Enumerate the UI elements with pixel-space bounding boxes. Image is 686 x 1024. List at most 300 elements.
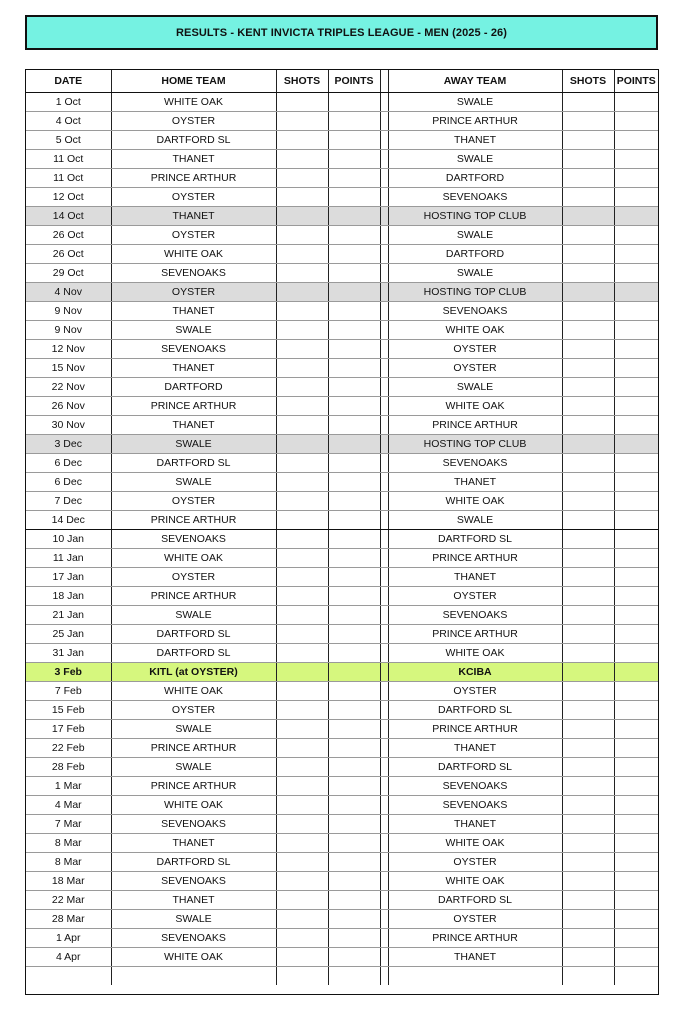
fixture-date: 11 Oct xyxy=(26,169,111,188)
away-shots-cell[interactable] xyxy=(562,226,614,245)
away-shots-cell[interactable] xyxy=(562,435,614,454)
away-points-cell[interactable] xyxy=(614,435,658,454)
column-divider xyxy=(380,682,388,701)
away-points-cell[interactable] xyxy=(614,853,658,872)
away-points-cell[interactable] xyxy=(614,606,658,625)
away-points-cell[interactable] xyxy=(614,302,658,321)
home-shots-cell[interactable] xyxy=(276,891,328,910)
home-shots-cell[interactable] xyxy=(276,321,328,340)
home-shots-cell[interactable] xyxy=(276,245,328,264)
away-shots-cell[interactable] xyxy=(562,549,614,568)
fixture-row xyxy=(26,777,658,796)
home-team-cell: WHITE OAK xyxy=(111,245,276,264)
fixture-date: 4 Apr xyxy=(26,948,111,967)
home-points-cell[interactable] xyxy=(328,682,380,701)
away-points-cell[interactable] xyxy=(614,701,658,720)
fixture-row xyxy=(26,283,658,302)
home-team-cell: SEVENOAKS xyxy=(111,530,276,549)
home-points-cell[interactable] xyxy=(328,720,380,739)
home-shots-cell[interactable] xyxy=(276,416,328,435)
away-shots-cell[interactable] xyxy=(562,872,614,891)
home-shots-cell[interactable] xyxy=(276,435,328,454)
away-shots-cell[interactable] xyxy=(562,701,614,720)
column-divider xyxy=(380,701,388,720)
home-points-cell[interactable] xyxy=(328,492,380,511)
away-points-cell[interactable] xyxy=(614,530,658,549)
home-shots-cell[interactable] xyxy=(276,758,328,777)
away-shots-cell[interactable] xyxy=(562,492,614,511)
column-divider xyxy=(380,929,388,948)
away-shots-cell[interactable] xyxy=(562,948,614,967)
away-team-cell: SEVENOAKS xyxy=(388,777,562,796)
away-team-cell: PRINCE ARTHUR xyxy=(388,416,562,435)
fixture-date: 1 Mar xyxy=(26,777,111,796)
fixture-row xyxy=(26,587,658,606)
home-shots-cell[interactable] xyxy=(276,340,328,359)
away-team-cell: SWALE xyxy=(388,511,562,530)
fixture-date: 31 Jan xyxy=(26,644,111,663)
home-team-cell: THANET xyxy=(111,834,276,853)
home-team-cell: DARTFORD SL xyxy=(111,625,276,644)
home-shots-cell[interactable] xyxy=(276,530,328,549)
away-points-cell[interactable] xyxy=(614,340,658,359)
away-points-cell[interactable] xyxy=(614,283,658,302)
away-team-cell: KCIBA xyxy=(388,663,562,682)
home-points-cell[interactable] xyxy=(328,511,380,530)
away-points-cell[interactable] xyxy=(614,93,658,112)
empty-row xyxy=(26,967,658,986)
fixture-date: 15 Feb xyxy=(26,701,111,720)
away-points-cell[interactable] xyxy=(614,397,658,416)
away-shots-cell[interactable] xyxy=(562,739,614,758)
away-team-cell: PRINCE ARTHUR xyxy=(388,929,562,948)
home-shots-cell[interactable] xyxy=(276,207,328,226)
home-shots-cell[interactable] xyxy=(276,549,328,568)
fixture-date: 14 Dec xyxy=(26,511,111,530)
away-shots-cell[interactable] xyxy=(562,853,614,872)
away-shots-cell[interactable] xyxy=(562,454,614,473)
away-points-header: POINTS xyxy=(614,70,658,93)
home-points-cell[interactable] xyxy=(328,302,380,321)
fixture-date: 18 Jan xyxy=(26,587,111,606)
home-shots-cell[interactable] xyxy=(276,454,328,473)
away-points-cell[interactable] xyxy=(614,131,658,150)
home-team-cell: SWALE xyxy=(111,910,276,929)
empty-cell xyxy=(26,967,111,986)
home-shots-cell[interactable] xyxy=(276,169,328,188)
home-points-cell[interactable] xyxy=(328,834,380,853)
away-shots-cell[interactable] xyxy=(562,891,614,910)
home-shots-cell[interactable] xyxy=(276,606,328,625)
fixture-row xyxy=(26,682,658,701)
away-points-cell[interactable] xyxy=(614,226,658,245)
empty-cell xyxy=(562,967,614,986)
home-shots-cell[interactable] xyxy=(276,492,328,511)
fixture-date: 6 Dec xyxy=(26,473,111,492)
home-shots-cell[interactable] xyxy=(276,511,328,530)
away-shots-cell[interactable] xyxy=(562,416,614,435)
fixture-row xyxy=(26,93,658,112)
home-points-cell[interactable] xyxy=(328,150,380,169)
fixture-date: 30 Nov xyxy=(26,416,111,435)
fixture-row xyxy=(26,188,658,207)
away-shots-cell[interactable] xyxy=(562,720,614,739)
home-points-cell[interactable] xyxy=(328,644,380,663)
fixture-date: 29 Oct xyxy=(26,264,111,283)
away-points-cell[interactable] xyxy=(614,929,658,948)
fixture-row xyxy=(26,454,658,473)
fixture-row xyxy=(26,663,658,682)
home-points-cell[interactable] xyxy=(328,397,380,416)
home-shots-cell[interactable] xyxy=(276,739,328,758)
home-points-cell[interactable] xyxy=(328,359,380,378)
fixture-row xyxy=(26,112,658,131)
home-shots-cell[interactable] xyxy=(276,644,328,663)
column-divider xyxy=(380,302,388,321)
away-shots-cell[interactable] xyxy=(562,568,614,587)
home-team-cell: OYSTER xyxy=(111,492,276,511)
home-points-cell[interactable] xyxy=(328,245,380,264)
fixture-date: 9 Nov xyxy=(26,321,111,340)
away-team-cell: DARTFORD SL xyxy=(388,758,562,777)
home-shots-cell[interactable] xyxy=(276,701,328,720)
home-shots-cell[interactable] xyxy=(276,910,328,929)
fixture-row xyxy=(26,948,658,967)
fixture-row xyxy=(26,834,658,853)
home-team-cell: THANET xyxy=(111,359,276,378)
away-points-cell[interactable] xyxy=(614,625,658,644)
away-shots-cell[interactable] xyxy=(562,359,614,378)
fixture-date: 5 Oct xyxy=(26,131,111,150)
home-shots-cell[interactable] xyxy=(276,948,328,967)
home-team-cell: DARTFORD SL xyxy=(111,454,276,473)
home-shots-cell[interactable] xyxy=(276,872,328,891)
fixture-date: 4 Oct xyxy=(26,112,111,131)
away-points-cell[interactable] xyxy=(614,112,658,131)
away-points-cell[interactable] xyxy=(614,682,658,701)
fixture-row xyxy=(26,435,658,454)
home-points-cell[interactable] xyxy=(328,340,380,359)
away-shots-cell[interactable] xyxy=(562,340,614,359)
home-shots-cell[interactable] xyxy=(276,302,328,321)
home-points-cell[interactable] xyxy=(328,93,380,112)
home-team-cell: WHITE OAK xyxy=(111,682,276,701)
away-points-cell[interactable] xyxy=(614,777,658,796)
fixture-date: 28 Feb xyxy=(26,758,111,777)
home-points-cell[interactable] xyxy=(328,929,380,948)
away-points-cell[interactable] xyxy=(614,207,658,226)
away-team-cell: SWALE xyxy=(388,378,562,397)
away-shots-cell[interactable] xyxy=(562,378,614,397)
away-shots-cell[interactable] xyxy=(562,682,614,701)
header-row xyxy=(26,70,658,93)
column-divider xyxy=(380,492,388,511)
away-shots-cell[interactable] xyxy=(562,264,614,283)
fixture-row xyxy=(26,416,658,435)
away-points-cell[interactable] xyxy=(614,587,658,606)
home-team-cell: OYSTER xyxy=(111,226,276,245)
home-shots-cell[interactable] xyxy=(276,853,328,872)
away-points-cell[interactable] xyxy=(614,720,658,739)
away-shots-cell[interactable] xyxy=(562,511,614,530)
away-points-cell[interactable] xyxy=(614,473,658,492)
fixture-date: 26 Oct xyxy=(26,245,111,264)
away-points-cell[interactable] xyxy=(614,169,658,188)
home-team-cell: THANET xyxy=(111,416,276,435)
away-points-cell[interactable] xyxy=(614,948,658,967)
away-points-cell[interactable] xyxy=(614,739,658,758)
away-points-cell[interactable] xyxy=(614,549,658,568)
home-shots-cell[interactable] xyxy=(276,397,328,416)
column-divider xyxy=(380,777,388,796)
away-shots-cell[interactable] xyxy=(562,530,614,549)
fixtures-sheet xyxy=(25,69,659,995)
home-shots-cell[interactable] xyxy=(276,796,328,815)
home-shots-cell[interactable] xyxy=(276,112,328,131)
away-points-cell[interactable] xyxy=(614,264,658,283)
home-points-cell[interactable] xyxy=(328,701,380,720)
home-team-cell: SWALE xyxy=(111,758,276,777)
home-team-cell: OYSTER xyxy=(111,112,276,131)
fixture-row xyxy=(26,701,658,720)
away-shots-cell[interactable] xyxy=(562,644,614,663)
away-shots-cell[interactable] xyxy=(562,169,614,188)
home-team-cell: THANET xyxy=(111,207,276,226)
home-team-cell: SEVENOAKS xyxy=(111,340,276,359)
away-shots-cell[interactable] xyxy=(562,796,614,815)
home-points-cell[interactable] xyxy=(328,910,380,929)
home-team-cell: PRINCE ARTHUR xyxy=(111,587,276,606)
away-team-cell: DARTFORD SL xyxy=(388,530,562,549)
away-shots-cell[interactable] xyxy=(562,93,614,112)
home-team-cell: WHITE OAK xyxy=(111,796,276,815)
away-shots-cell[interactable] xyxy=(562,131,614,150)
away-team-cell: THANET xyxy=(388,815,562,834)
fixture-date: 3 Feb xyxy=(26,663,111,682)
away-team-cell: OYSTER xyxy=(388,910,562,929)
column-divider xyxy=(380,359,388,378)
away-team-cell: OYSTER xyxy=(388,340,562,359)
column-divider xyxy=(380,397,388,416)
empty-cell xyxy=(111,967,276,986)
away-shots-cell[interactable] xyxy=(562,625,614,644)
home-points-cell[interactable] xyxy=(328,549,380,568)
home-points-cell[interactable] xyxy=(328,454,380,473)
away-shots-cell[interactable] xyxy=(562,473,614,492)
fixture-row xyxy=(26,910,658,929)
home-shots-cell[interactable] xyxy=(276,283,328,302)
home-shots-cell[interactable] xyxy=(276,720,328,739)
home-shots-cell[interactable] xyxy=(276,93,328,112)
fixture-date: 7 Feb xyxy=(26,682,111,701)
away-points-cell[interactable] xyxy=(614,834,658,853)
fixture-row xyxy=(26,606,658,625)
away-team-cell: DARTFORD SL xyxy=(388,701,562,720)
home-points-cell[interactable] xyxy=(328,739,380,758)
away-shots-cell[interactable] xyxy=(562,663,614,682)
away-shots-cell[interactable] xyxy=(562,758,614,777)
away-points-cell[interactable] xyxy=(614,454,658,473)
home-points-cell[interactable] xyxy=(328,625,380,644)
home-shots-cell[interactable] xyxy=(276,663,328,682)
away-points-cell[interactable] xyxy=(614,416,658,435)
home-shots-cell[interactable] xyxy=(276,568,328,587)
home-points-cell[interactable] xyxy=(328,606,380,625)
away-shots-cell[interactable] xyxy=(562,777,614,796)
away-team-cell: DARTFORD xyxy=(388,169,562,188)
home-team-cell: WHITE OAK xyxy=(111,948,276,967)
away-points-cell[interactable] xyxy=(614,359,658,378)
home-team-cell: SWALE xyxy=(111,435,276,454)
away-points-cell[interactable] xyxy=(614,188,658,207)
column-divider xyxy=(380,948,388,967)
home-points-cell[interactable] xyxy=(328,112,380,131)
fixture-date: 21 Jan xyxy=(26,606,111,625)
column-divider xyxy=(380,473,388,492)
home-points-cell[interactable] xyxy=(328,283,380,302)
away-points-cell[interactable] xyxy=(614,150,658,169)
away-shots-cell[interactable] xyxy=(562,606,614,625)
away-shots-cell[interactable] xyxy=(562,302,614,321)
away-points-cell[interactable] xyxy=(614,891,658,910)
fixture-date: 8 Mar xyxy=(26,853,111,872)
home-shots-cell[interactable] xyxy=(276,473,328,492)
home-shots-cell[interactable] xyxy=(276,359,328,378)
away-points-cell[interactable] xyxy=(614,815,658,834)
away-shots-cell[interactable] xyxy=(562,397,614,416)
away-shots-cell[interactable] xyxy=(562,207,614,226)
away-team-cell: SEVENOAKS xyxy=(388,302,562,321)
away-points-cell[interactable] xyxy=(614,644,658,663)
home-points-cell[interactable] xyxy=(328,226,380,245)
home-shots-cell[interactable] xyxy=(276,929,328,948)
home-points-cell[interactable] xyxy=(328,948,380,967)
home-team-cell: SEVENOAKS xyxy=(111,929,276,948)
home-points-cell[interactable] xyxy=(328,473,380,492)
away-shots-cell[interactable] xyxy=(562,283,614,302)
away-shots-cell[interactable] xyxy=(562,910,614,929)
empty-cell xyxy=(388,967,562,986)
home-points-cell[interactable] xyxy=(328,530,380,549)
home-shots-cell[interactable] xyxy=(276,188,328,207)
home-team-cell: OYSTER xyxy=(111,701,276,720)
home-team-cell: SWALE xyxy=(111,606,276,625)
away-points-cell[interactable] xyxy=(614,663,658,682)
home-points-cell[interactable] xyxy=(328,853,380,872)
away-points-cell[interactable] xyxy=(614,910,658,929)
column-divider xyxy=(380,511,388,530)
fixture-date: 28 Mar xyxy=(26,910,111,929)
home-shots-cell[interactable] xyxy=(276,264,328,283)
home-points-cell[interactable] xyxy=(328,435,380,454)
away-shots-cell[interactable] xyxy=(562,929,614,948)
away-points-cell[interactable] xyxy=(614,321,658,340)
home-team-cell: KITL (at OYSTER) xyxy=(111,663,276,682)
away-shots-cell[interactable] xyxy=(562,815,614,834)
fixture-date: 26 Oct xyxy=(26,226,111,245)
away-points-cell[interactable] xyxy=(614,568,658,587)
home-shots-cell[interactable] xyxy=(276,131,328,150)
results-title: RESULTS - KENT INVICTA TRIPLES LEAGUE - MEN (2025 - 26) xyxy=(25,15,658,50)
column-divider xyxy=(380,378,388,397)
fixture-date: 15 Nov xyxy=(26,359,111,378)
away-shots-cell[interactable] xyxy=(562,188,614,207)
home-shots-cell[interactable] xyxy=(276,777,328,796)
home-points-cell[interactable] xyxy=(328,758,380,777)
away-shots-cell[interactable] xyxy=(562,587,614,606)
column-divider xyxy=(380,454,388,473)
fixture-row xyxy=(26,739,658,758)
away-shots-cell[interactable] xyxy=(562,112,614,131)
home-shots-cell[interactable] xyxy=(276,378,328,397)
home-team-cell: DARTFORD SL xyxy=(111,644,276,663)
away-team-cell: PRINCE ARTHUR xyxy=(388,625,562,644)
home-points-cell[interactable] xyxy=(328,891,380,910)
home-team-header: HOME TEAM xyxy=(111,70,276,93)
column-divider xyxy=(380,834,388,853)
away-points-cell[interactable] xyxy=(614,796,658,815)
fixture-row xyxy=(26,568,658,587)
home-points-cell[interactable] xyxy=(328,568,380,587)
home-points-cell[interactable] xyxy=(328,815,380,834)
home-shots-cell[interactable] xyxy=(276,682,328,701)
fixture-date: 11 Jan xyxy=(26,549,111,568)
away-points-cell[interactable] xyxy=(614,758,658,777)
fixture-date: 12 Nov xyxy=(26,340,111,359)
away-team-cell: PRINCE ARTHUR xyxy=(388,112,562,131)
fixture-date: 17 Jan xyxy=(26,568,111,587)
away-shots-cell[interactable] xyxy=(562,321,614,340)
home-points-cell[interactable] xyxy=(328,169,380,188)
home-points-cell[interactable] xyxy=(328,416,380,435)
away-points-cell[interactable] xyxy=(614,511,658,530)
home-points-cell[interactable] xyxy=(328,796,380,815)
away-points-cell[interactable] xyxy=(614,492,658,511)
home-shots-cell[interactable] xyxy=(276,834,328,853)
home-shots-cell[interactable] xyxy=(276,815,328,834)
away-points-cell[interactable] xyxy=(614,872,658,891)
home-team-cell: OYSTER xyxy=(111,568,276,587)
home-points-cell[interactable] xyxy=(328,872,380,891)
fixture-row xyxy=(26,397,658,416)
home-points-cell[interactable] xyxy=(328,321,380,340)
away-team-cell: OYSTER xyxy=(388,587,562,606)
home-points-cell[interactable] xyxy=(328,131,380,150)
home-points-cell[interactable] xyxy=(328,378,380,397)
home-shots-cell[interactable] xyxy=(276,226,328,245)
away-shots-cell[interactable] xyxy=(562,245,614,264)
home-points-cell[interactable] xyxy=(328,663,380,682)
empty-cell xyxy=(614,967,658,986)
home-team-cell: WHITE OAK xyxy=(111,549,276,568)
home-shots-cell[interactable] xyxy=(276,625,328,644)
home-points-cell[interactable] xyxy=(328,777,380,796)
home-points-cell[interactable] xyxy=(328,264,380,283)
away-shots-cell[interactable] xyxy=(562,834,614,853)
home-shots-header: SHOTS xyxy=(276,70,328,93)
column-divider xyxy=(380,910,388,929)
away-points-cell[interactable] xyxy=(614,245,658,264)
fixture-date: 22 Mar xyxy=(26,891,111,910)
home-points-cell[interactable] xyxy=(328,587,380,606)
home-points-cell[interactable] xyxy=(328,188,380,207)
fixtures-table xyxy=(26,70,658,985)
away-points-cell[interactable] xyxy=(614,378,658,397)
home-points-cell[interactable] xyxy=(328,207,380,226)
home-shots-cell[interactable] xyxy=(276,587,328,606)
home-shots-cell[interactable] xyxy=(276,150,328,169)
away-shots-cell[interactable] xyxy=(562,150,614,169)
